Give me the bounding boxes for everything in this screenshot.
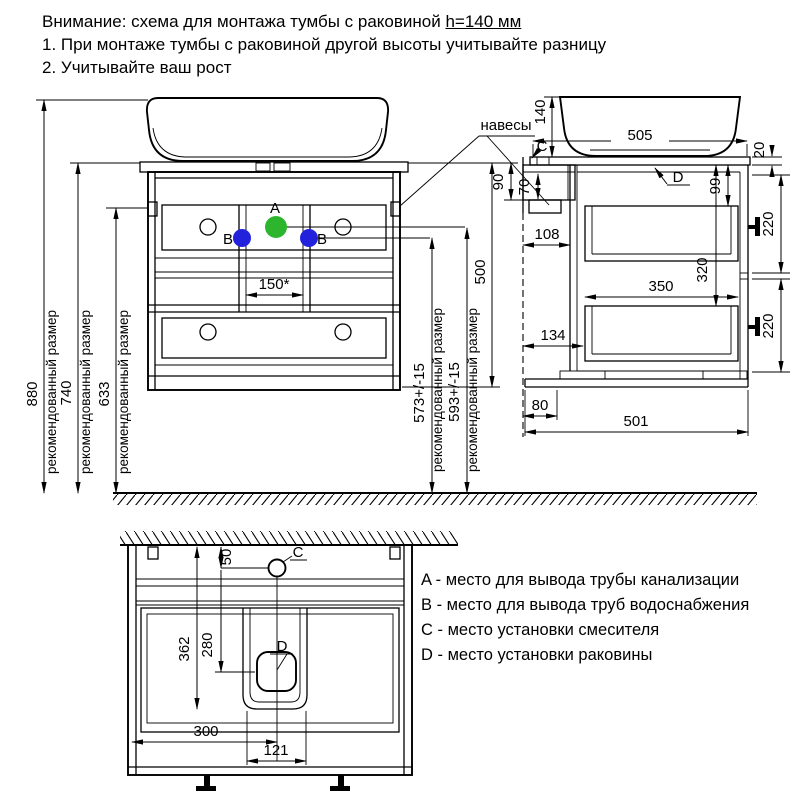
dim-633: 633 bbox=[96, 381, 113, 407]
dim-505: 505 bbox=[627, 127, 653, 144]
sewer-outlet-point-a bbox=[265, 216, 287, 238]
hangers-label: навесы bbox=[480, 117, 532, 134]
label-d-side: D bbox=[672, 169, 684, 186]
side-view-dimensions bbox=[516, 97, 790, 436]
dim-320: 320 bbox=[694, 257, 711, 283]
dim-633-note: рекомендованный размер bbox=[116, 310, 131, 474]
dim-501: 501 bbox=[623, 413, 649, 430]
sink-front bbox=[147, 98, 388, 161]
front-view-dimensions bbox=[24, 100, 523, 493]
top-view bbox=[120, 531, 458, 791]
header-note-2: 2. Учитывайте ваш рост bbox=[42, 58, 232, 77]
dim-280: 280 bbox=[199, 632, 216, 658]
dim-99: 99 bbox=[707, 177, 724, 195]
label-b-right: B bbox=[316, 231, 328, 248]
countertop-side bbox=[530, 157, 750, 165]
leg-plate bbox=[560, 371, 605, 379]
dim-20: 20 bbox=[751, 141, 768, 159]
dim-573: 573+/-15 bbox=[411, 363, 428, 423]
dim-593: 593+/-15 bbox=[446, 362, 463, 422]
header-title-underlined: h=140 мм bbox=[445, 12, 522, 31]
sink-position-square bbox=[257, 652, 296, 691]
dim-362: 362 bbox=[176, 636, 193, 662]
dim-740-note: рекомендованный размер bbox=[78, 310, 93, 474]
dim-350: 350 bbox=[648, 278, 674, 295]
dim-220-top: 220 bbox=[760, 211, 777, 237]
dim-70: 70 bbox=[516, 178, 533, 196]
leg bbox=[204, 775, 210, 786]
drawer-handle bbox=[748, 225, 755, 229]
wall-hatching bbox=[120, 531, 458, 545]
header-title: Внимание: схема для монтажа тумбы с раковиной h=140 мм bbox=[42, 12, 522, 31]
top-drawer-side bbox=[585, 206, 738, 261]
label-b-left: B bbox=[222, 231, 234, 248]
hanger-bracket-top-left bbox=[148, 547, 158, 559]
side-view bbox=[523, 97, 760, 437]
dim-140: 140 bbox=[532, 99, 549, 125]
water-outlet-point-b-right bbox=[300, 229, 318, 247]
panel-hole bbox=[200, 219, 216, 235]
dim-740: 740 bbox=[58, 380, 75, 406]
dim-593-note: рекомендованный размер bbox=[465, 308, 480, 472]
legend-item-a: A - место для вывода трубы канализации bbox=[421, 571, 740, 589]
panel-hole bbox=[200, 324, 216, 340]
leg bbox=[330, 786, 350, 791]
leg bbox=[338, 775, 344, 786]
legend-item-c: C - место установки смесителя bbox=[421, 621, 660, 639]
dim-573-note: рекомендованный размер bbox=[430, 308, 445, 472]
dim-80: 80 bbox=[531, 397, 549, 414]
panel-hole bbox=[335, 324, 351, 340]
sink-front-inner-line bbox=[153, 128, 382, 157]
dim-880-note: рекомендованный размер bbox=[44, 310, 59, 474]
header-note-1: 1. При монтаже тумбы с раковиной другой высоты учитывайте разницу bbox=[42, 35, 607, 54]
drain-tab bbox=[256, 163, 270, 171]
bottom-drawer-side bbox=[585, 306, 738, 361]
service-cutout bbox=[243, 608, 307, 709]
dim-134: 134 bbox=[540, 327, 566, 344]
drawer-top-view bbox=[141, 608, 399, 732]
bottom-drawer-panel bbox=[162, 318, 386, 358]
mixer-position-circle bbox=[269, 560, 286, 577]
label-c-side: C bbox=[536, 138, 548, 155]
drawer-handle bbox=[748, 325, 755, 329]
dim-220-bottom: 220 bbox=[760, 313, 777, 339]
label-c-top: C bbox=[292, 544, 304, 561]
dim-108: 108 bbox=[534, 226, 560, 243]
dim-50: 50 bbox=[218, 548, 235, 566]
label-a: A bbox=[269, 200, 281, 217]
legend-item-d: D - место установки раковины bbox=[421, 646, 653, 664]
floor-hatching bbox=[113, 494, 757, 505]
cabinet-top-view bbox=[128, 545, 412, 775]
mixer-hole-side bbox=[537, 157, 549, 165]
label-d-top: D bbox=[276, 638, 288, 655]
legend-item-b: B - место для вывода труб водоснабжения bbox=[421, 596, 750, 614]
dim-150: 150* bbox=[258, 276, 290, 293]
water-outlet-point-b-left bbox=[233, 229, 251, 247]
drain-tab bbox=[274, 163, 290, 171]
dim-880: 880 bbox=[24, 381, 41, 407]
dim-500: 500 bbox=[472, 259, 489, 285]
leg bbox=[196, 786, 216, 791]
dim-300: 300 bbox=[193, 723, 219, 740]
legend bbox=[421, 571, 749, 664]
dim-90: 90 bbox=[490, 173, 507, 191]
hanger-bracket-top-right bbox=[390, 547, 400, 559]
hanger-foot bbox=[529, 200, 561, 213]
dim-121: 121 bbox=[263, 742, 289, 759]
